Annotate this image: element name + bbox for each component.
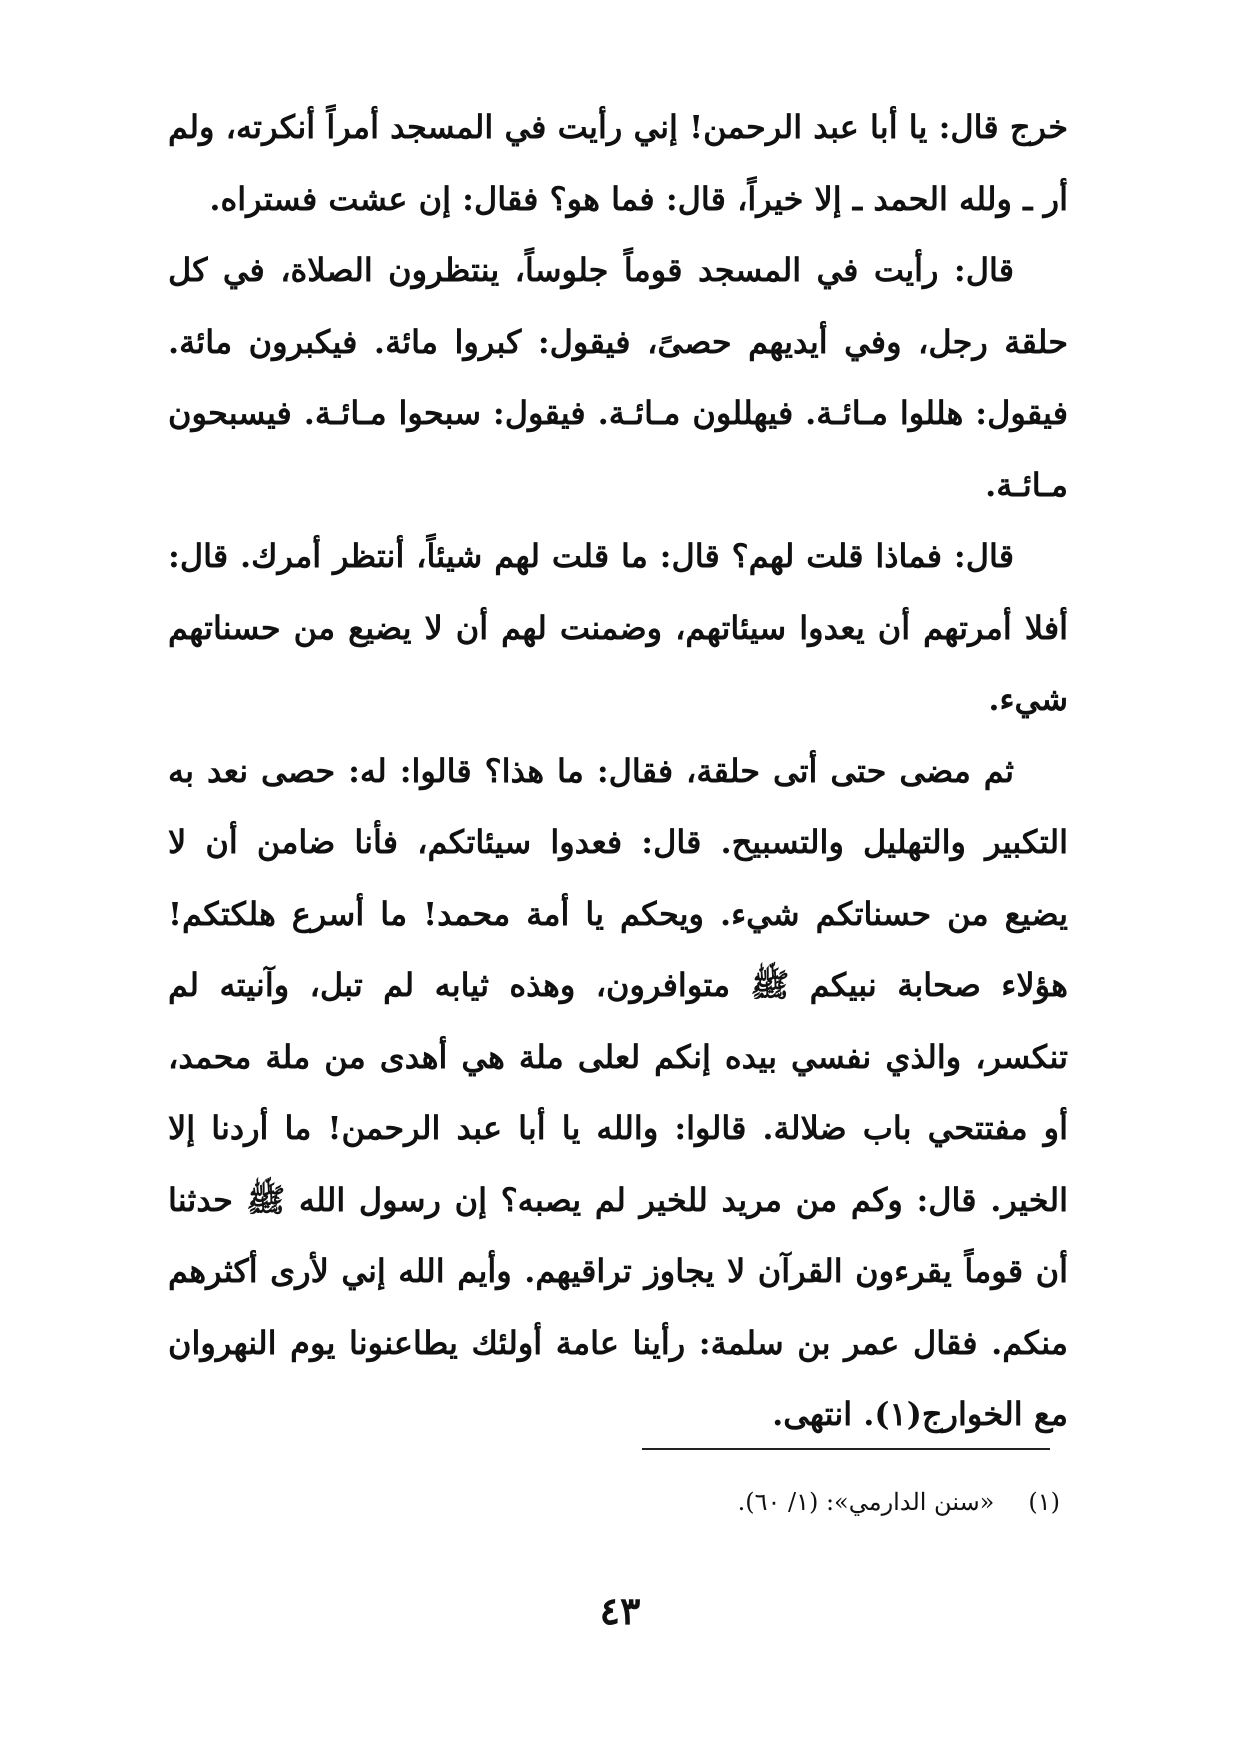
- page-number: ٤٣: [599, 1588, 641, 1633]
- paragraph-1: خرج قال: يا أبا عبد الرحمن! إني رأيت في المسجد أمراً أنكرته، ولم أر ـ ولله الحمد ـ إلا خيراً، قال: فما هو؟ فقال: إن عشت فستراه.: [168, 108, 1068, 218]
- footnote: [640, 1482, 1060, 1522]
- paragraph-2: قال: رأيت في المسجد قوماً جلوساً، ينتظرون الصلاة، في كل حلقة رجل، وفي أيديهم حصىً، فيقول: كبروا مائة. فيكبرون مائة. فيقول: هللوا مـائـة. فيهللون مـائـة. فيقول: سبحوا مـائـة. فيسبحون مـائـة.: [168, 251, 1069, 504]
- paragraph-3: قال: فماذا قلت لهم؟ قال: ما قلت لهم شيئاً، أنتظر أمرك. قال: أفلا أمرتهم أن يعدوا سيئاتهم، وضمنت لهم أن لا يضيع من حسناتهم شيء.: [168, 537, 1069, 718]
- footnote-divider: [642, 1448, 1050, 1450]
- paragraph-4: ثم مضى حتى أتى حلقة، فقال: ما هذا؟ قالوا: له: حصى نعد به التكبير والتهليل والتسبيح. قال: فعدوا سيئاتكم، فأنا ضامن أن لا يضيع من حسناتكم شيء. ويحكم يا أمة محمد! ما أسرع هلكتكم! هؤلاء صحابة نبيكم ﷺ متوافرون، وهذه ثيابه لم تبل، وآنيته لم تنكسر، والذي نفسي بيده إنكم لعلى ملة هي أهدى من ملة محمد، أو مفتتحي باب ضلالة. قالوا: والله يا أبا عبد الرحمن! ما أردنا إلا الخير. قال: وكم من مريد للخير لم يصبه؟ إن رسول الله ﷺ حدثنا أن قوماً يقرءون القرآن لا يجاوز تراقيهم. وأيم الله إني لأرى أكثرهم منكم. فقال عمر بن سلمة: رأينا عامة أولئك يطاعنونا يوم النهروان مع الخوارج(١). انتهى.: [168, 751, 1069, 1433]
- footnote-text: «سنن الدارمي»: (١/ ٦٠).: [737, 1488, 995, 1516]
- main-text: [168, 92, 1068, 1451]
- footnote-number: (١): [1028, 1488, 1060, 1516]
